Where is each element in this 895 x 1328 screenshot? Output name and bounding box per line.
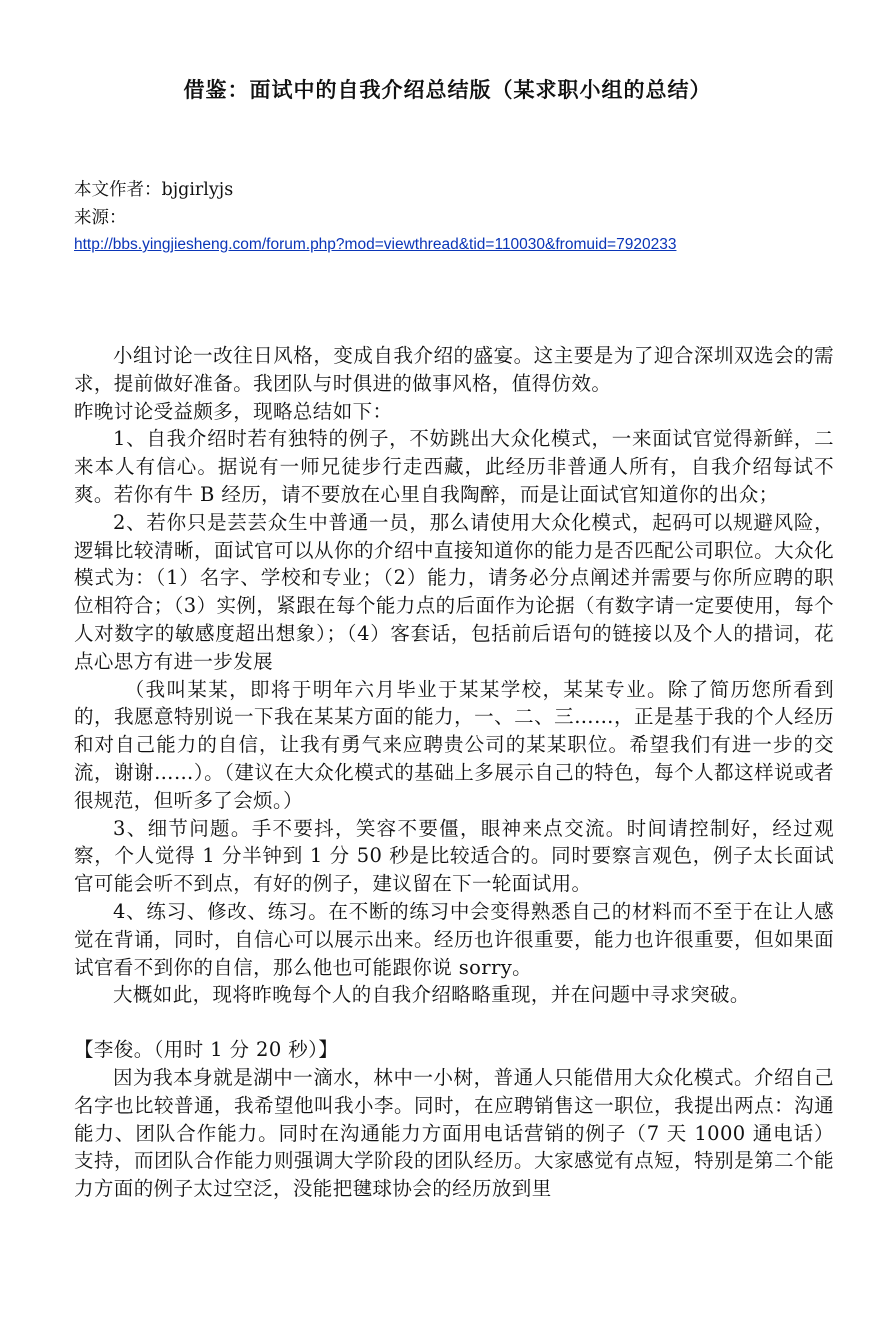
section-heading: 【李俊。（用时 1 分 20 秒）】 (74, 1038, 339, 1062)
point-2-paragraph: 2、若你只是芸芸众生中普通一员，那么请使用大众化模式，起码可以规避风险，逻辑比较清晰，面试官可以从你的介绍中直接知道你的能力是否匹配公司职位。大众化模式为：（1）名字、学校和专业；（2）能力，请务必分点阐述并需要与你所应聘的职位相符合；（3）实例，紧跟在每个能力点的后面作为论据（有数字请一定要使用，每个人对数字的敏感度超出想象）；（4）客套话，包括前后语句的链接以及个人的措词，花点心思方有进一步发展 (74, 510, 834, 673)
source-label: 来源： (74, 208, 127, 228)
article-body (74, 342, 834, 1203)
point-3-paragraph: 3、细节问题。手不要抖，笑容不要僵，眼神来点交流。时间请控制好，经过观察，个人觉得 1 分半钟到 1 分 50 秒是比较适合的。同时要察言观色，例子太长面试官可能会听不到点，有好的例子，建议留在下一轮面试用。 (74, 816, 834, 896)
summary-lead: 昨晚讨论受益颇多，现略总结如下： (74, 399, 393, 423)
intro-paragraph: 小组讨论一改往日风格，变成自我介绍的盛宴。这主要是为了迎合深圳双选会的需求，提前做好准备。我团队与时俱进的做事风格，值得仿效。 (74, 344, 834, 395)
section-paragraph: 因为我本身就是湖中一滴水，林中一小树，普通人只能借用大众化模式。介绍自己名字也比较普通，我希望他叫我小李。同时，在应聘销售这一职位，我提出两点：沟通能力、团队合作能力。同时在沟通能力方面用电话营销的例子（7 天 1000 通电话）支持，而团队合作能力则强调大学阶段的团队经历。大家感觉有点短，特别是第二个能力方面的例子太过空泛，没能把毽球协会的经历放到里 (74, 1065, 834, 1201)
template-example-paragraph: （我叫某某，即将于明年六月毕业于某某学校，某某专业。除了简历您所看到的，我愿意特别说一下我在某某方面的能力，一、二、三……，正是基于我的个人经历和对自己能力的自信，让我有勇气来应聘贵公司的某某职位。希望我们有进一步的交流，谢谢……）。（建议在大众化模式的基础上多展示自己的特色，每个人都这样说或者很规范，但听多了会烦。） (74, 677, 834, 812)
source-link[interactable]: http://bbs.yingjiesheng.com/forum.php?mod=viewthread&tid=110030&fromuid=7920233 (74, 236, 677, 253)
document-title: 借鉴：面试中的自我介绍总结版（某求职小组的总结） (183, 78, 712, 102)
author-line: 本文作者：bjgirlyjs (74, 180, 234, 200)
closing-paragraph: 大概如此，现将昨晚每个人的自我介绍略略重现，并在问题中寻求突破。 (113, 983, 750, 1007)
point-1-paragraph: 1、自我介绍时若有独特的例子，不妨跳出大众化模式，一来面试官觉得新鲜，二来本人有信心。据说有一师兄徒步行走西藏，此经历非普通人所有，自我介绍每试不爽。若你有牛 B 经历，请不要放在心里自我陶醉，而是让面试官知道你的出众； (74, 427, 834, 506)
section-spacer (74, 1009, 834, 1036)
point-4-paragraph: 4、练习、修改、练习。在不断的练习中会变得熟悉自己的材料而不至于在让人感觉在背诵，同时，自信心可以展示出来。经历也许很重要，能力也许很重要，但如果面试官看不到你的自信，那么他也可能跟你说 sorry。 (74, 899, 834, 979)
